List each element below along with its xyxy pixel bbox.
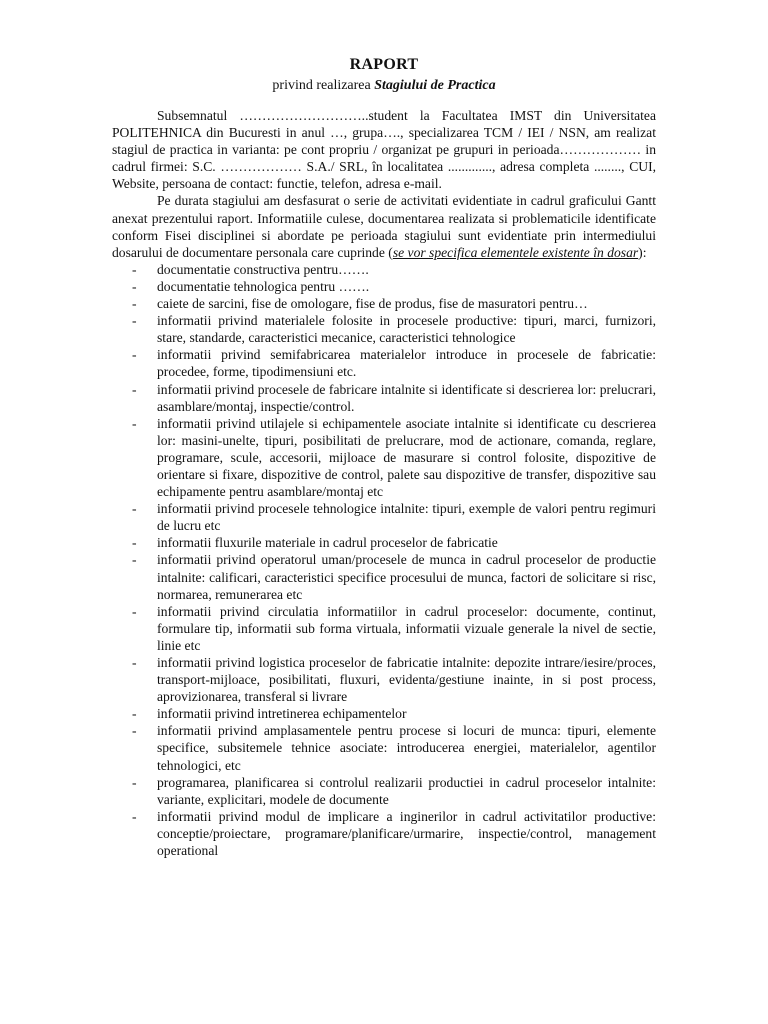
subtitle-emphasis: Stagiului de Practica — [374, 78, 496, 93]
bullet-dash: - — [132, 723, 137, 739]
bullet-dash: - — [132, 296, 137, 312]
subtitle-prefix: privind realizarea — [272, 78, 375, 93]
list-item-text: documentatie constructiva pentru……. — [157, 261, 369, 277]
list-item — [112, 381, 656, 415]
list-item — [112, 261, 656, 278]
paragraph-activities-end: ): — [638, 244, 647, 260]
list-item — [112, 551, 656, 602]
list-item-text: informatii privind materialele folosite in procesele productive: tipuri, marci, furnizori, stare, standarde, caracteristici mecanice, caracteristici tehnologice — [157, 313, 656, 346]
paragraph-activities-text: Pe durata stagiului am desfasurat o serie de activitati evidentiate in cadrul graficului Gantt anexat prezentului raport. Informatiile culese, documentarea realizata si problematicile identificate conform Fisei disciplinei si abordate pe perioada stagiului sunt evidentiate prin intermediului dosarului de documentare personala care cuprinde ( — [112, 193, 656, 260]
list-item-text: informatii privind procesele de fabricare intalnite si identificate si descrierea lor: prelucrari, asamblare/montaj, inspectie/control. — [157, 381, 656, 414]
list-item — [112, 705, 656, 722]
list-item-text: informatii privind circulatia informatiilor in cadrul proceselor: documente, continut, formulare tip, informatii sub forma virtuala, informatii vizuale generale la nivel de sectie, linie etc — [157, 603, 656, 653]
list-item-text: informatii privind utilajele si echipamentele asociate intalnite si identificate cu descrierea lor: masini-unelte, tipuri, posibilitati de prelucrare, mod de actionare, comanda, reglare, programare, scule, accesorii, mijloace de masurare si control folosite, dispozitive de orientare si fixare, dispozitive de control, palete sau dispozitive de transfer, dispozitive sau echipamente pentru asamblare/montaj etc — [157, 415, 656, 500]
document-title: RAPORT — [349, 56, 419, 73]
list-item-text: documentatie tehnologica pentru ……. — [157, 278, 370, 294]
bullet-dash: - — [132, 278, 137, 294]
list-item — [112, 722, 656, 773]
bullet-dash: - — [132, 535, 137, 551]
list-item — [112, 346, 656, 380]
bullet-dash: - — [132, 706, 137, 722]
list-item — [112, 415, 656, 500]
list-item — [112, 654, 656, 705]
list-item-text: informatii privind procesele tehnologice intalnite: tipuri, exemple de valori pentru regimuri de lucru etc — [157, 501, 656, 534]
document-body — [112, 107, 656, 859]
list-item — [112, 808, 656, 859]
list-item-text: informatii fluxurile materiale in cadrul proceselor de fabricatie — [157, 535, 498, 551]
list-item — [112, 312, 656, 346]
bullet-dash: - — [132, 415, 137, 431]
list-item — [112, 278, 656, 295]
bullet-dash: - — [132, 313, 137, 329]
list-item-text: informatii privind intretinerea echipamentelor — [157, 706, 407, 722]
list-item — [112, 500, 656, 534]
bullet-dash: - — [132, 381, 137, 397]
bullet-dash: - — [132, 774, 137, 790]
paragraph-activities-note: se vor specifica elementele existente în dosar — [392, 244, 639, 260]
list-item — [112, 295, 656, 312]
paragraph-activities — [112, 192, 656, 260]
list-item — [112, 534, 656, 551]
list-item-text: informatii privind operatorul uman/procesele de munca in cadrul proceselor de productie intalnite: calificari, caracteristici specifice procesului de munca, factori de solicitare si risc, normarea, remunerarea etc — [157, 552, 656, 602]
list-item-text: programarea, planificarea si controlul realizarii productiei in cadrul proceselor intalnite: variante, explicitari, modele de documente — [157, 774, 656, 807]
bullet-dash: - — [132, 261, 137, 277]
bullet-dash: - — [132, 347, 137, 363]
list-item-text: caiete de sarcini, fise de omologare, fise de produs, fise de masuratori pentru… — [157, 296, 588, 312]
list-item — [112, 603, 656, 654]
bullet-dash: - — [132, 603, 137, 619]
documentation-item-list — [112, 261, 656, 859]
list-item-text: informatii privind amplasamentele pentru procese si locuri de munca: tipuri, elemente specifice, subsitemele tehnice asociate: introducerea energiei, materialelor, agentilor tehnologici, etc — [157, 723, 656, 773]
list-item-text: informatii privind logistica proceselor de fabricatie intalnite: depozite intrare/iesire/proces, transport-mijloace, posibilitati, fluxuri, evidenta/gestiune inainte, in si post process, aprovizionarea, transferal si livrare — [157, 655, 656, 705]
document-subtitle — [0, 77, 768, 95]
bullet-dash: - — [132, 655, 137, 670]
list-item-text: informatii privind semifabricarea materialelor introduce in procesele de fabricatie: procedee, forme, tipodimensiuni etc. — [157, 347, 656, 380]
list-item-text: informatii privind modul de implicare a inginerilor in cadrul activitatilor productive: conceptie/proiectare, programare/planificare/urmarire, inspectie/control, management operational — [157, 808, 656, 859]
bullet-dash: - — [132, 808, 137, 824]
bullet-dash: - — [132, 552, 137, 568]
list-item — [112, 774, 656, 808]
paragraph-intro: Subsemnatul ………………………..student la Facultatea IMST din Universitatea POLITEHNICA din Bucuresti in anul …, grupa…., specializarea TCM / IEI / NSN, am realizat stagiul de practica in varianta: pe cont propriu / organizat pe grupuri in perioada……………… in cadrul firmei: S.C. ……………… S.A./ SRL, în localitatea ............., adresa completa ........, CUI, Website, persoana de contact: functie, telefon, adresa e-mail. — [112, 108, 656, 192]
bullet-dash: - — [132, 501, 137, 517]
